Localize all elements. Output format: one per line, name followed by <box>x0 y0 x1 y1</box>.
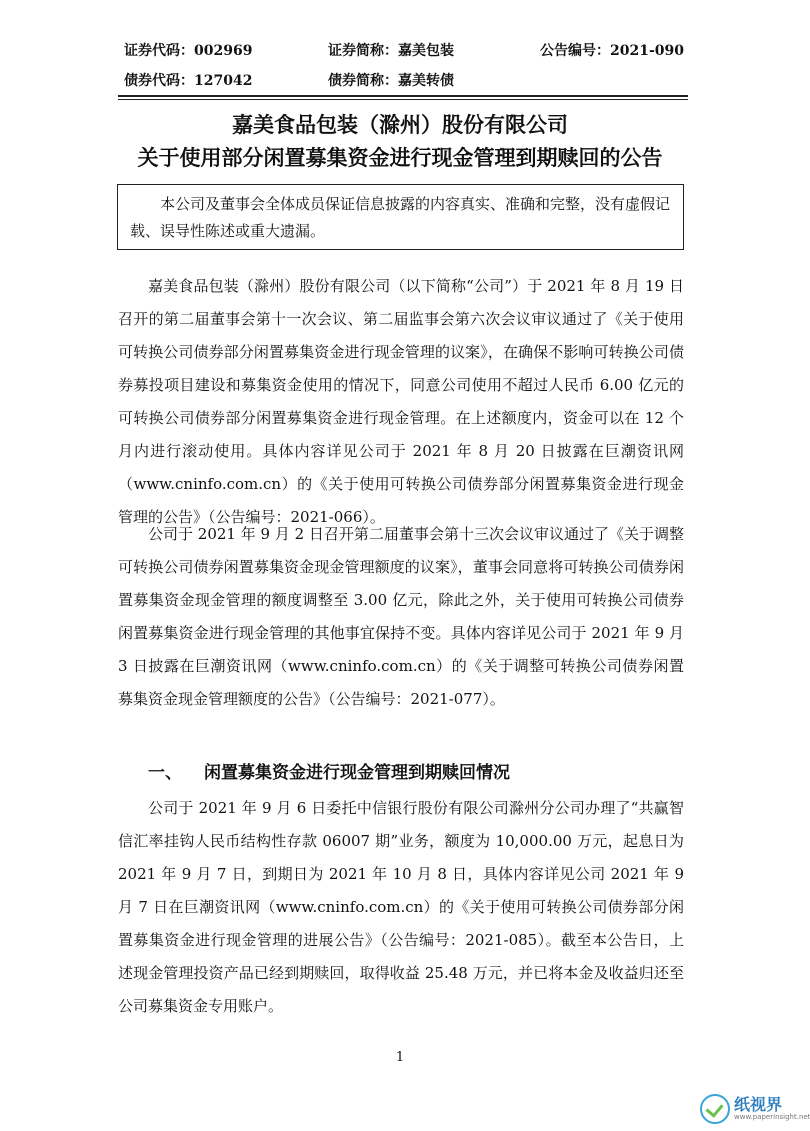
stock-code: 证券代码：002969 <box>124 43 253 59</box>
page-number: 1 <box>395 1050 405 1065</box>
section-number: 一、 <box>148 763 182 783</box>
section-title: 闲置募集资金进行现金管理到期赎回情况 <box>204 763 510 783</box>
announcement-title: 关于使用部分闲置募集资金进行现金管理到期赎回的公告 <box>137 145 663 170</box>
paragraph-1: 嘉美食品包装（滁州）股份有限公司（以下简称“公司”）于 2021 年 8 月 19 日召开的第二届董事会第十一次会议、第二届监事会第六次会议审议通过了《关于使用可转换公司债券部分闲置募集资金进行现金管理的议案》，在确保不影响可转换公司债券募投项目建设和募集资金使用的情况下，同意公司使用不超过人民币 6.00 亿元的可转换公司债券部分闲置募集资金进行现金管理。在上述额度内，资金可以在 12 个月内进行滚动使用。具体内容详见公司于 2021 年 8 月 20 日披露在巨潮资讯网（www.cninfo.com.cn）的《关于使用可转换公司债券部分闲置募集资金进行现金管理的公告》（公告编号：2021-066）。 <box>118 277 684 526</box>
watermark-logo <box>700 1092 810 1128</box>
stock-abbreviation: 证券简称：嘉美包装 <box>328 43 454 59</box>
header-divider-thin <box>118 99 688 100</box>
section-heading-1 <box>148 758 510 783</box>
announcement-number: 公告编号：2021-090 <box>540 43 684 59</box>
watermark-url: www.paperinsight.net <box>734 1113 810 1121</box>
watermark-name: 纸视界 <box>734 1095 783 1114</box>
header-divider-thick <box>118 95 688 97</box>
bond-code: 债券代码：127042 <box>124 73 253 89</box>
paragraph-3: 公司于 2021 年 9 月 6 日委托中信银行股份有限公司滁州分公司办理了“共赢智信汇率挂钩人民币结构性存款 06007 期”业务，额度为 10,000.00 万元，起息日为 2021 年 9 月 7 日，到期日为 2021 年 10 月 8 日，具体内容详见公司 2021 年 9 月 7 日在巨潮资讯网（www.cninfo.com.cn）的《关于使用可转换公司债券部分闲置募集资金进行现金管理的进展公告》（公告编号：2021-085）。截至本公告日，上述现金管理投资产品已经到期赎回，取得收益 25.48 万元，并已将本金及收益归还至公司募集资金专用账户。 <box>118 799 684 1015</box>
disclaimer-box: 本公司及董事会全体成员保证信息披露的内容真实、准确和完整，没有虚假记载、误导性陈述或重大遗漏。 <box>117 184 684 250</box>
paragraph-2: 公司于 2021 年 9 月 2 日召开第二届董事会第十三次会议审议通过了《关于调整可转换公司债券闲置募集资金现金管理额度的议案》，董事会同意将可转换公司债券闲置募集资金现金管理的额度调整至 3.00 亿元，除此之外，关于使用可转换公司债券闲置募集资金进行现金管理的其他事宜保持不变。具体内容详见公司于 2021 年 9 月 3 日披露在巨潮资讯网（www.cninfo.com.cn）的《关于调整可转换公司债券闲置募集资金现金管理额度的公告》（公告编号：2021-077）。 <box>118 525 684 708</box>
bond-abbreviation: 债券简称：嘉美转债 <box>328 73 454 89</box>
checkmark-logo-icon <box>700 1094 730 1124</box>
company-title: 嘉美食品包装（滁州）股份有限公司 <box>232 112 568 137</box>
